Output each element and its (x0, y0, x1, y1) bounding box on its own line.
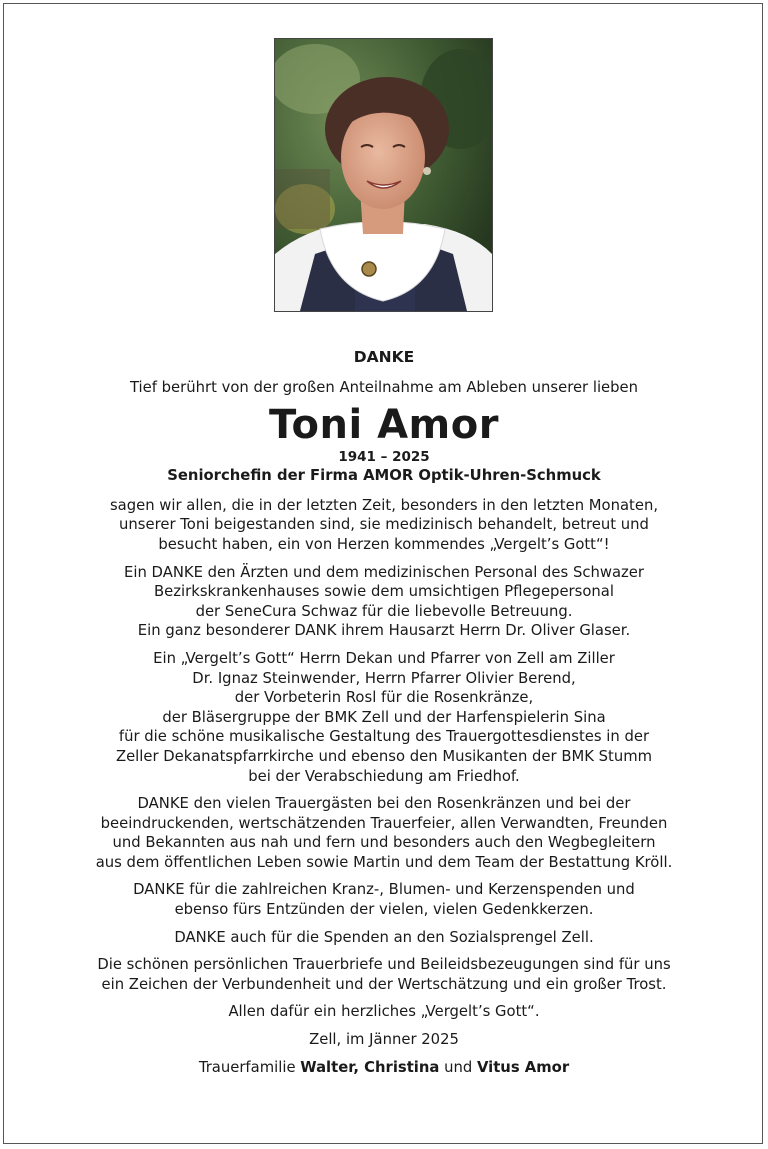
text-line: Allen dafür ein herzliches „Vergelt’s Gott“. (228, 1003, 540, 1021)
text-line: Dr. Ignaz Steinwender, Herrn Pfarrer Olivier Berend, (192, 669, 576, 687)
text-line: für die schöne musikalische Gestaltung des Trauergottesdienstes in der (118, 728, 650, 746)
text-line: besucht haben, ein von Herzen kommendes „Vergelt’s Gott“! (158, 535, 610, 553)
text-line: beeindruckenden, wertschätzenden Trauerfeier, allen Verwandten, Freunden (100, 814, 668, 832)
text-line: Zeller Dekanatspfarrkirche und ebenso den Musikanten der BMK Stumm (115, 747, 653, 765)
signature-conj: und (444, 1058, 473, 1076)
paragraph-8 (40, 1002, 728, 1022)
intro-line: Tief berührt von der großen Anteilnahme am Ableben unserer lieben (129, 378, 639, 396)
text-line: DANKE für die zahlreichen Kranz-, Blumen- und Kerzenspenden und (133, 881, 635, 899)
paragraph-5 (40, 880, 728, 919)
signature-names: Walter, Christina (300, 1058, 440, 1076)
role-line: Seniorchefin der Firma AMOR Optik-Uhren-Schmuck (167, 467, 601, 485)
text-line: der Vorbeterin Rosl für die Rosenkränze, (234, 689, 534, 707)
text-line: bei der Verabschiedung am Friedhof. (248, 767, 520, 785)
signature (40, 1058, 728, 1078)
text-line: Ein „Vergelt’s Gott“ Herrn Dekan und Pfarrer von Zell am Ziller (153, 649, 615, 667)
text-line: der SeneCura Schwaz für die liebevolle Betreuung. (195, 602, 573, 620)
text-line: Ein DANKE den Ärzten und dem medizinischen Personal des Schwazer (124, 563, 644, 581)
paragraph-3 (40, 649, 728, 786)
text-line: ebenso fürs Entzünden der vielen, vielen Gedenkkerzen. (174, 901, 594, 919)
text-line: aus dem öffentlichen Leben sowie Martin und dem Team der Bestattung Kröll. (95, 853, 673, 871)
text-line: DANKE den vielen Trauergästen bei den Rosenkränzen und bei der (137, 795, 631, 813)
text-line: ein Zeichen der Verbundenheit und der Wertschätzung und ein großer Trost. (101, 975, 667, 993)
heading: DANKE (353, 348, 415, 366)
deceased-name: Toni Amor (269, 402, 499, 449)
life-years: 1941 – 2025 (338, 449, 430, 466)
signature-last: Vitus Amor (476, 1058, 570, 1076)
place-date: Zell, im Jänner 2025 (309, 1031, 459, 1049)
text-line: der Bläsergruppe der BMK Zell und der Harfenspielerin Sina (162, 708, 606, 726)
text-line: sagen wir allen, die in der letzten Zeit, besonders in den letzten Monaten, (109, 496, 659, 514)
paragraph-2 (40, 563, 728, 641)
text-line: Ein ganz besonderer DANK ihrem Hausarzt Herrn Dr. Oliver Glaser. (137, 622, 631, 640)
text-line: und Bekannten aus nah und fern und besonders auch den Wegbegleitern (112, 834, 656, 852)
text-line: Die schönen persönlichen Trauerbriefe und Beileidsbezeugungen sind für uns (97, 956, 671, 974)
paragraph-4 (40, 794, 728, 872)
obituary-text (40, 348, 728, 1085)
text-line: Bezirkskrankenhauses sowie dem umsichtigen Pflegepersonal (154, 583, 614, 601)
paragraph-6 (40, 928, 728, 948)
portrait-photo (274, 38, 493, 312)
signature-prefix: Trauerfamilie (198, 1058, 296, 1076)
paragraph-7 (40, 955, 728, 994)
paragraph-1 (40, 496, 728, 555)
text-line: DANKE auch für die Spenden an den Sozialsprengel Zell. (174, 928, 594, 946)
text-line: unserer Toni beigestanden sind, sie medizinisch behandelt, betreut und (119, 516, 649, 534)
